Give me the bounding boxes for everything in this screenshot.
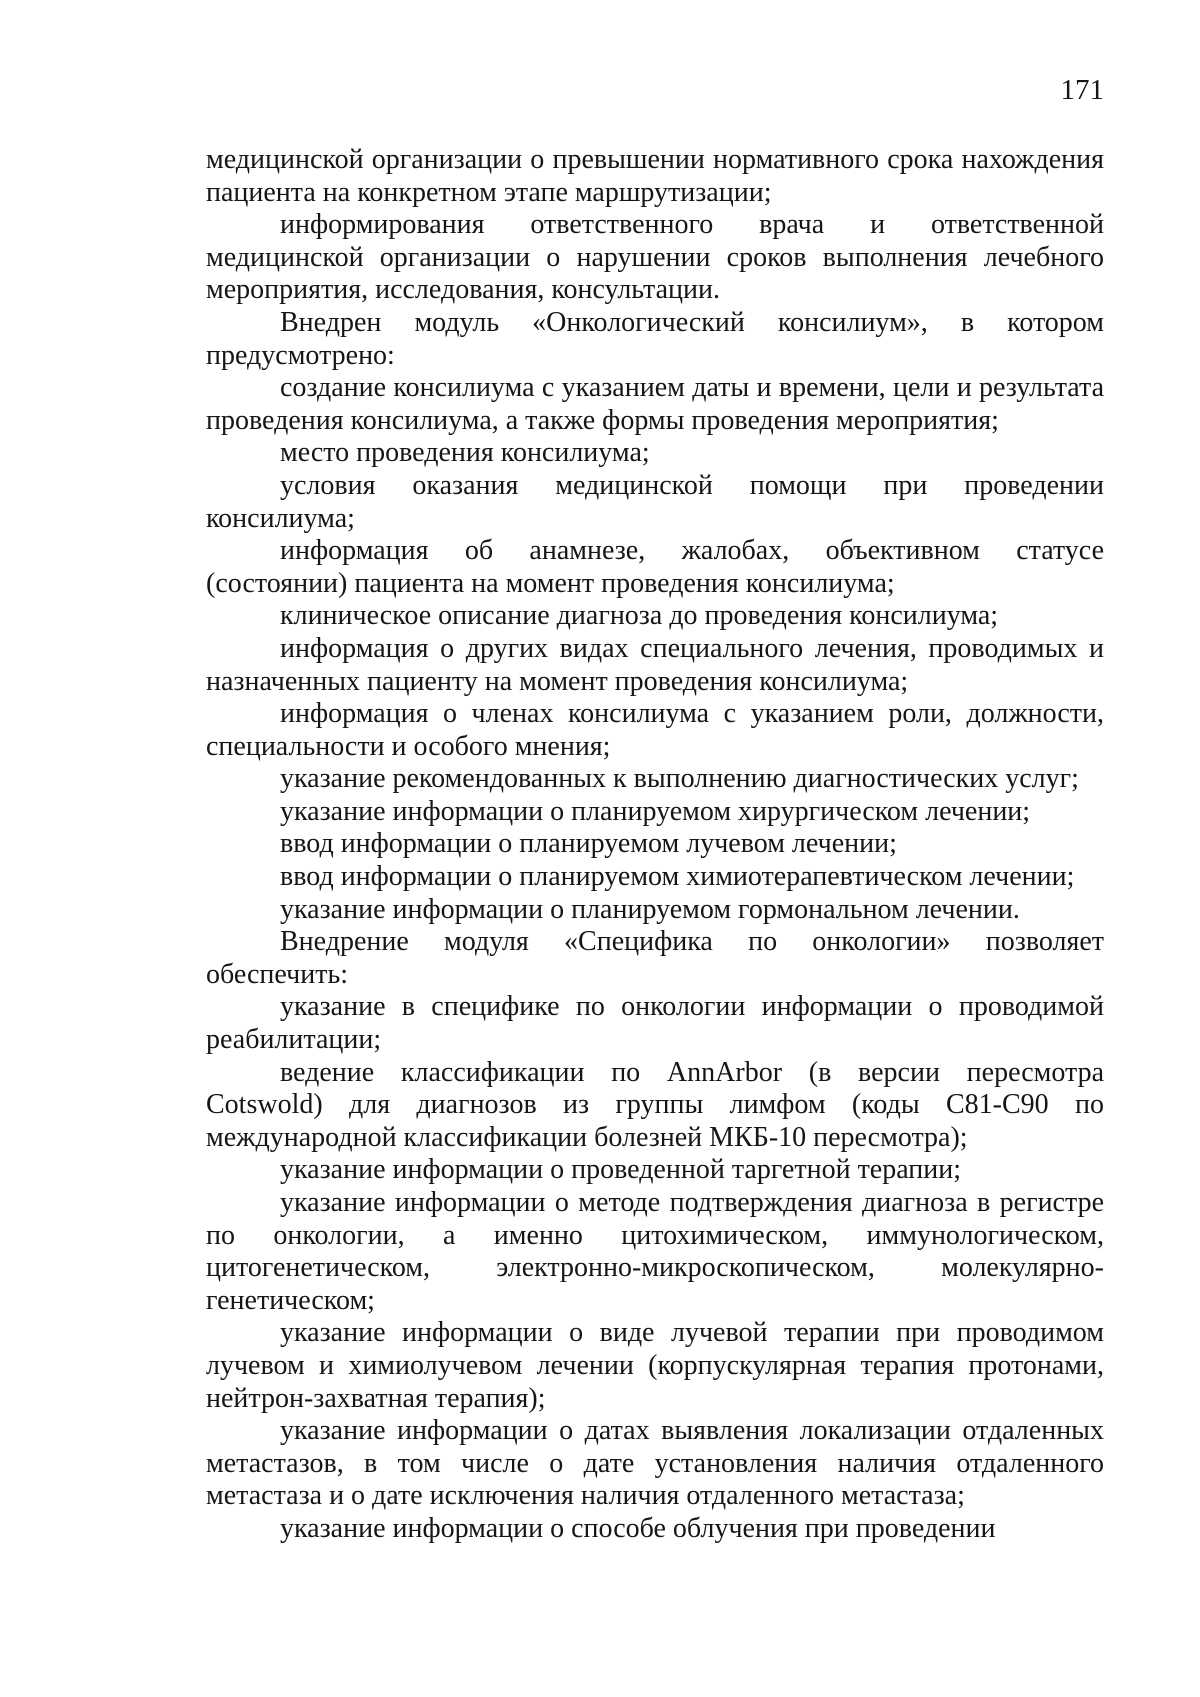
- paragraph: информация о членах консилиума с указанием роли, должности, специальности и особого мнения;: [206, 698, 1104, 762]
- paragraph: указание информации о датах выявления локализации отдаленных метастазов, в том числе о дате установления наличия отдаленного метастаза и о дате исключения наличия отдаленного метастаза;: [206, 1415, 1104, 1512]
- paragraph: информация об анамнезе, жалобах, объективном статусе (состоянии) пациента на момент проведения консилиума;: [206, 535, 1104, 599]
- paragraph: место проведения консилиума;: [280, 437, 650, 469]
- paragraph: ведение классификации по AnnArbor (в версии пересмотра Cotswold) для диагнозов из группы лимфом (коды С81-С90 по международной классификации болезней МКБ-10 пересмотра);: [206, 1056, 1104, 1153]
- paragraph: указание информации о проведенной таргетной терапии;: [280, 1154, 962, 1186]
- paragraph: Внедрен модуль «Онкологический консилиум», в котором предусмотрено:: [206, 306, 1104, 371]
- paragraph: Внедрение модуля «Специфика по онкологии» позволяет обеспечить:: [206, 926, 1104, 990]
- paragraph: ввод информации о планируемом химиотерапевтическом лечении;: [280, 861, 1075, 893]
- paragraph: ввод информации о планируемом лучевом лечении;: [280, 828, 897, 860]
- paragraph: информирования ответственного врача и ответственной медицинской организации о нарушении сроков выполнения лечебного мероприятия, исследования, консультации.: [206, 209, 1104, 306]
- paragraph: указание информации о планируемом гормональном лечении.: [280, 893, 1020, 925]
- paragraph: медицинской организации о превышении нормативного срока нахождения пациента на конкретном этапе маршрутизации;: [206, 144, 1104, 208]
- paragraph: информация о других видах специального лечения, проводимых и назначенных пациенту на момент проведения консилиума;: [206, 632, 1104, 697]
- page-number: 171: [1060, 74, 1104, 106]
- paragraph: указание информации о методе подтверждения диагноза в регистре по онкологии, а именно цитохимическом, иммунологическом, цитогенетическом, электронно-микроскопическом, молекулярно-генетическом;: [206, 1187, 1104, 1316]
- paragraph: указание рекомендованных к выполнению диагностических услуг;: [280, 763, 1079, 795]
- paragraph: указание информации о способе облучения при проведении: [280, 1512, 996, 1544]
- paragraph: условия оказания медицинской помощи при проведении консилиума;: [206, 469, 1104, 534]
- paragraph: указание в специфике по онкологии информации о проводимой реабилитации;: [206, 991, 1104, 1056]
- paragraph: создание консилиума с указанием даты и времени, цели и результата проведения консилиума, а также формы проведения мероприятия;: [206, 372, 1104, 436]
- paragraph: указание информации о планируемом хирургическом лечении;: [280, 795, 1031, 827]
- document-body: [206, 144, 1104, 1546]
- paragraph: указание информации о виде лучевой терапии при проводимом лучевом и химиолучевом лечении (корпускулярная терапия протонами, нейтрон-захватная терапия);: [206, 1317, 1104, 1414]
- paragraph: клиническое описание диагноза до проведения консилиума;: [280, 600, 999, 632]
